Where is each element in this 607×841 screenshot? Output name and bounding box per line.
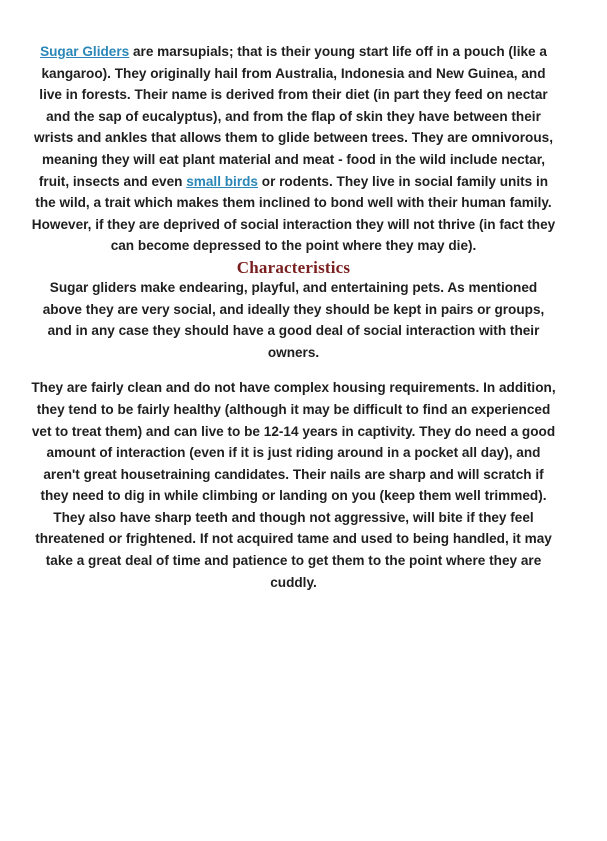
small-birds-link[interactable]: small birds	[186, 173, 258, 189]
sugar-gliders-link[interactable]: Sugar Gliders	[40, 44, 130, 59]
intro-text-part-2: or rodents. They live in social family units in the wild, a trait which makes them inclined to bond well with their human family. However, if they are deprived of social interaction they will not thrive (in fact they can become depressed to the point where they may die).	[31, 173, 556, 254]
intro-paragraph	[30, 41, 557, 257]
document-page	[30, 41, 557, 593]
intro-text-part-1: are marsupials; that is their young start life off in a pouch (like a kangaroo). They originally hail from Australia, Indonesia and New Guinea, and live in forests. Their name is derived from their diet (in part they feed on nectar and the sap of eucalyptus), and from the flap of skin they have between their wrists and ankles that allows them to glide between trees. They are omnivorous, meaning they will eat plant material and meat - food in the wild include nectar, fruit, insects and even	[34, 44, 553, 189]
characteristics-paragraph-2: They are fairly clean and do not have complex housing requirements. In addition, they tend to be fairly healthy (although it may be difficult to find an experienced vet to treat them) and can live to be 12-14 years in captivity. They do need a good amount of interaction (even if it is just riding around in a pocket all day), and aren't great housetraining candidates. Their nails are sharp and will scratch if they need to dig in while climbing or landing on you (keep them well trimmed). They also have sharp teeth and though not aggressive, will bite if they feel threatened or frightened. If not acquired tame and used to being handled, it may take a great deal of time and patience to get them to the point where they are cuddly.	[31, 380, 556, 590]
characteristics-heading: Characteristics	[236, 257, 351, 277]
characteristics-paragraph-1: Sugar gliders make endearing, playful, and entertaining pets. As mentioned above they are very social, and ideally they should be kept in pairs or groups, and in any case they should have a good deal of social interaction with their owners.	[42, 279, 545, 360]
